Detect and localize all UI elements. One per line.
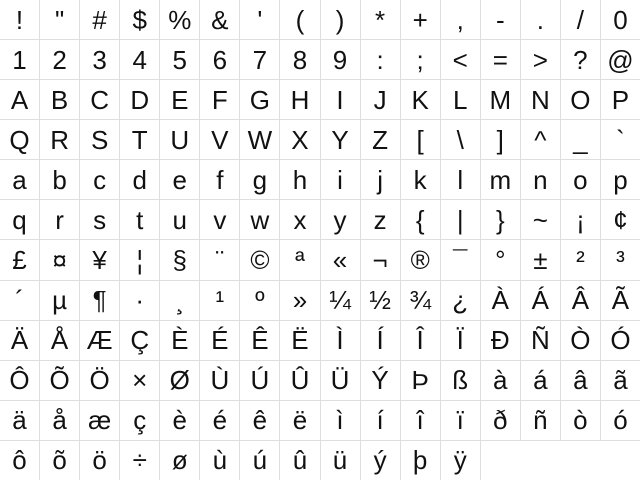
char-cell[interactable]: © [240, 240, 279, 279]
char-cell[interactable]: ¹ [200, 281, 239, 320]
char-cell[interactable]: t [120, 200, 159, 239]
char-cell[interactable]: = [481, 40, 520, 79]
char-cell[interactable]: Ë [280, 321, 319, 360]
char-cell[interactable]: H [280, 80, 319, 119]
char-cell[interactable]: 2 [40, 40, 79, 79]
char-cell[interactable]: ^ [521, 120, 560, 159]
char-cell[interactable]: Ã [601, 281, 640, 320]
char-cell[interactable]: ´ [0, 281, 39, 320]
char-cell[interactable]: I [321, 80, 360, 119]
char-cell[interactable]: x [280, 200, 319, 239]
char-cell[interactable]: Ñ [521, 321, 560, 360]
char-cell[interactable]: å [40, 401, 79, 440]
char-cell[interactable]: Ð [481, 321, 520, 360]
char-cell[interactable]: U [160, 120, 199, 159]
char-cell[interactable]: Þ [401, 361, 440, 400]
char-cell[interactable]: î [401, 401, 440, 440]
char-cell[interactable]: Ü [321, 361, 360, 400]
char-cell[interactable]: P [601, 80, 640, 119]
char-cell[interactable]: + [401, 0, 440, 39]
char-cell[interactable]: ¸ [160, 281, 199, 320]
char-cell[interactable]: ï [441, 401, 480, 440]
char-cell[interactable]: s [80, 200, 119, 239]
char-cell[interactable]: é [200, 401, 239, 440]
char-cell[interactable]: ¨ [200, 240, 239, 279]
char-cell[interactable]: ' [240, 0, 279, 39]
char-cell[interactable]: V [200, 120, 239, 159]
char-cell[interactable]: Ï [441, 321, 480, 360]
char-cell[interactable]: - [481, 0, 520, 39]
char-cell[interactable]: M [481, 80, 520, 119]
char-cell[interactable]: L [441, 80, 480, 119]
char-cell[interactable]: Ó [601, 321, 640, 360]
char-cell[interactable]: Æ [80, 321, 119, 360]
char-cell[interactable]: _ [561, 120, 600, 159]
char-cell[interactable]: ä [0, 401, 39, 440]
char-cell[interactable]: g [240, 160, 279, 199]
char-cell[interactable]: $ [120, 0, 159, 39]
char-cell[interactable]: õ [40, 441, 79, 480]
char-cell[interactable]: ñ [521, 401, 560, 440]
char-cell[interactable]: Á [521, 281, 560, 320]
char-cell[interactable]: B [40, 80, 79, 119]
char-cell[interactable]: à [481, 361, 520, 400]
char-cell[interactable]: l [441, 160, 480, 199]
char-cell[interactable]: ® [401, 240, 440, 279]
char-cell[interactable]: < [441, 40, 480, 79]
char-cell[interactable]: ¾ [401, 281, 440, 320]
char-cell[interactable]: z [361, 200, 400, 239]
char-cell[interactable]: F [200, 80, 239, 119]
char-cell[interactable]: ã [601, 361, 640, 400]
char-cell[interactable]: ³ [601, 240, 640, 279]
char-cell[interactable]: { [401, 200, 440, 239]
char-cell[interactable]: 8 [280, 40, 319, 79]
char-cell[interactable]: Q [0, 120, 39, 159]
char-cell[interactable]: Î [401, 321, 440, 360]
char-cell[interactable]: ý [361, 441, 400, 480]
char-cell[interactable]: ì [321, 401, 360, 440]
char-cell[interactable]: 6 [200, 40, 239, 79]
char-cell[interactable]: ð [481, 401, 520, 440]
char-cell[interactable]: ? [561, 40, 600, 79]
char-cell[interactable]: ù [200, 441, 239, 480]
char-cell[interactable]: % [160, 0, 199, 39]
char-cell[interactable]: ë [280, 401, 319, 440]
char-cell[interactable]: § [160, 240, 199, 279]
char-cell[interactable]: A [0, 80, 39, 119]
char-cell[interactable]: ! [0, 0, 39, 39]
char-cell[interactable]: ° [481, 240, 520, 279]
char-cell[interactable]: } [481, 200, 520, 239]
char-cell[interactable]: d [120, 160, 159, 199]
char-cell[interactable]: @ [601, 40, 640, 79]
char-cell[interactable]: Ö [80, 361, 119, 400]
char-cell[interactable]: & [200, 0, 239, 39]
char-cell[interactable]: X [280, 120, 319, 159]
char-cell[interactable]: f [200, 160, 239, 199]
char-cell[interactable]: ½ [361, 281, 400, 320]
char-cell[interactable]: o [561, 160, 600, 199]
char-cell[interactable]: æ [80, 401, 119, 440]
char-cell[interactable]: ú [240, 441, 279, 480]
char-cell[interactable]: ü [321, 441, 360, 480]
char-cell[interactable]: n [521, 160, 560, 199]
char-cell[interactable]: > [521, 40, 560, 79]
char-cell[interactable]: Ê [240, 321, 279, 360]
char-cell[interactable]: Å [40, 321, 79, 360]
char-cell[interactable]: ô [0, 441, 39, 480]
char-cell[interactable]: m [481, 160, 520, 199]
char-cell[interactable]: Ý [361, 361, 400, 400]
char-cell[interactable]: ÿ [441, 441, 480, 480]
char-cell[interactable]: ( [280, 0, 319, 39]
char-cell[interactable]: Z [361, 120, 400, 159]
char-cell[interactable]: Ú [240, 361, 279, 400]
char-cell[interactable]: E [160, 80, 199, 119]
char-cell[interactable]: Ì [321, 321, 360, 360]
char-cell[interactable]: ª [280, 240, 319, 279]
char-cell[interactable]: ç [120, 401, 159, 440]
char-cell[interactable]: ¼ [321, 281, 360, 320]
char-cell[interactable]: ¡ [561, 200, 600, 239]
char-cell[interactable]: £ [0, 240, 39, 279]
char-cell[interactable]: h [280, 160, 319, 199]
char-cell[interactable]: Ç [120, 321, 159, 360]
char-cell[interactable]: Ä [0, 321, 39, 360]
char-cell[interactable]: R [40, 120, 79, 159]
char-cell[interactable]: Â [561, 281, 600, 320]
char-cell[interactable]: # [80, 0, 119, 39]
char-cell[interactable]: ; [401, 40, 440, 79]
char-cell[interactable]: Ø [160, 361, 199, 400]
char-cell[interactable]: ê [240, 401, 279, 440]
char-cell[interactable]: r [40, 200, 79, 239]
char-cell[interactable]: Ù [200, 361, 239, 400]
char-cell[interactable]: Í [361, 321, 400, 360]
char-cell[interactable]: Y [321, 120, 360, 159]
char-cell[interactable]: ÷ [120, 441, 159, 480]
char-cell[interactable]: » [280, 281, 319, 320]
char-cell[interactable]: ò [561, 401, 600, 440]
char-cell[interactable]: G [240, 80, 279, 119]
char-cell[interactable]: ² [561, 240, 600, 279]
char-cell[interactable]: W [240, 120, 279, 159]
char-cell[interactable]: ¶ [80, 281, 119, 320]
char-cell[interactable]: : [361, 40, 400, 79]
char-cell[interactable]: e [160, 160, 199, 199]
char-cell[interactable]: × [120, 361, 159, 400]
char-cell[interactable]: ö [80, 441, 119, 480]
char-cell[interactable]: ) [321, 0, 360, 39]
char-cell[interactable]: ø [160, 441, 199, 480]
char-cell[interactable]: µ [40, 281, 79, 320]
char-cell[interactable]: w [240, 200, 279, 239]
char-cell[interactable]: K [401, 80, 440, 119]
char-cell[interactable]: 9 [321, 40, 360, 79]
char-cell[interactable]: º [240, 281, 279, 320]
char-cell[interactable]: b [40, 160, 79, 199]
char-cell[interactable]: c [80, 160, 119, 199]
char-cell[interactable]: N [521, 80, 560, 119]
char-cell[interactable]: · [120, 281, 159, 320]
char-cell[interactable]: Ô [0, 361, 39, 400]
char-cell[interactable]: â [561, 361, 600, 400]
char-cell[interactable]: ~ [521, 200, 560, 239]
char-cell[interactable]: y [321, 200, 360, 239]
char-cell[interactable]: û [280, 441, 319, 480]
char-cell[interactable]: 7 [240, 40, 279, 79]
char-cell[interactable]: ¥ [80, 240, 119, 279]
char-cell[interactable]: ó [601, 401, 640, 440]
char-cell[interactable]: È [160, 321, 199, 360]
char-cell[interactable]: þ [401, 441, 440, 480]
char-cell[interactable]: ± [521, 240, 560, 279]
char-cell[interactable]: " [40, 0, 79, 39]
char-cell[interactable]: a [0, 160, 39, 199]
char-cell[interactable]: \ [441, 120, 480, 159]
char-cell[interactable]: É [200, 321, 239, 360]
char-cell[interactable]: / [561, 0, 600, 39]
char-cell[interactable]: , [441, 0, 480, 39]
char-cell[interactable]: Õ [40, 361, 79, 400]
char-cell[interactable]: k [401, 160, 440, 199]
char-cell[interactable]: ¬ [361, 240, 400, 279]
char-cell[interactable]: ` [601, 120, 640, 159]
char-cell[interactable]: í [361, 401, 400, 440]
char-cell[interactable]: è [160, 401, 199, 440]
char-cell[interactable]: À [481, 281, 520, 320]
char-cell[interactable]: D [120, 80, 159, 119]
char-cell[interactable]: . [521, 0, 560, 39]
char-cell[interactable]: ¯ [441, 240, 480, 279]
char-cell[interactable]: u [160, 200, 199, 239]
char-cell[interactable]: q [0, 200, 39, 239]
char-cell[interactable]: i [321, 160, 360, 199]
char-cell[interactable]: | [441, 200, 480, 239]
char-cell[interactable]: ¢ [601, 200, 640, 239]
char-cell[interactable]: J [361, 80, 400, 119]
char-cell[interactable]: Ò [561, 321, 600, 360]
char-cell[interactable]: j [361, 160, 400, 199]
char-cell[interactable]: 3 [80, 40, 119, 79]
char-cell[interactable]: p [601, 160, 640, 199]
char-cell[interactable]: C [80, 80, 119, 119]
char-cell[interactable]: ß [441, 361, 480, 400]
char-cell[interactable]: 5 [160, 40, 199, 79]
char-cell[interactable]: S [80, 120, 119, 159]
empty-area [481, 441, 640, 480]
char-cell[interactable]: á [521, 361, 560, 400]
char-cell[interactable]: * [361, 0, 400, 39]
char-cell[interactable]: T [120, 120, 159, 159]
char-cell[interactable]: O [561, 80, 600, 119]
char-cell[interactable]: 1 [0, 40, 39, 79]
char-cell[interactable]: ¦ [120, 240, 159, 279]
char-cell[interactable]: Û [280, 361, 319, 400]
char-cell[interactable]: 0 [601, 0, 640, 39]
char-cell[interactable]: v [200, 200, 239, 239]
char-cell[interactable]: ¤ [40, 240, 79, 279]
char-cell[interactable]: [ [401, 120, 440, 159]
char-cell[interactable]: ] [481, 120, 520, 159]
char-cell[interactable]: 4 [120, 40, 159, 79]
char-cell[interactable]: « [321, 240, 360, 279]
char-cell[interactable]: ¿ [441, 281, 480, 320]
